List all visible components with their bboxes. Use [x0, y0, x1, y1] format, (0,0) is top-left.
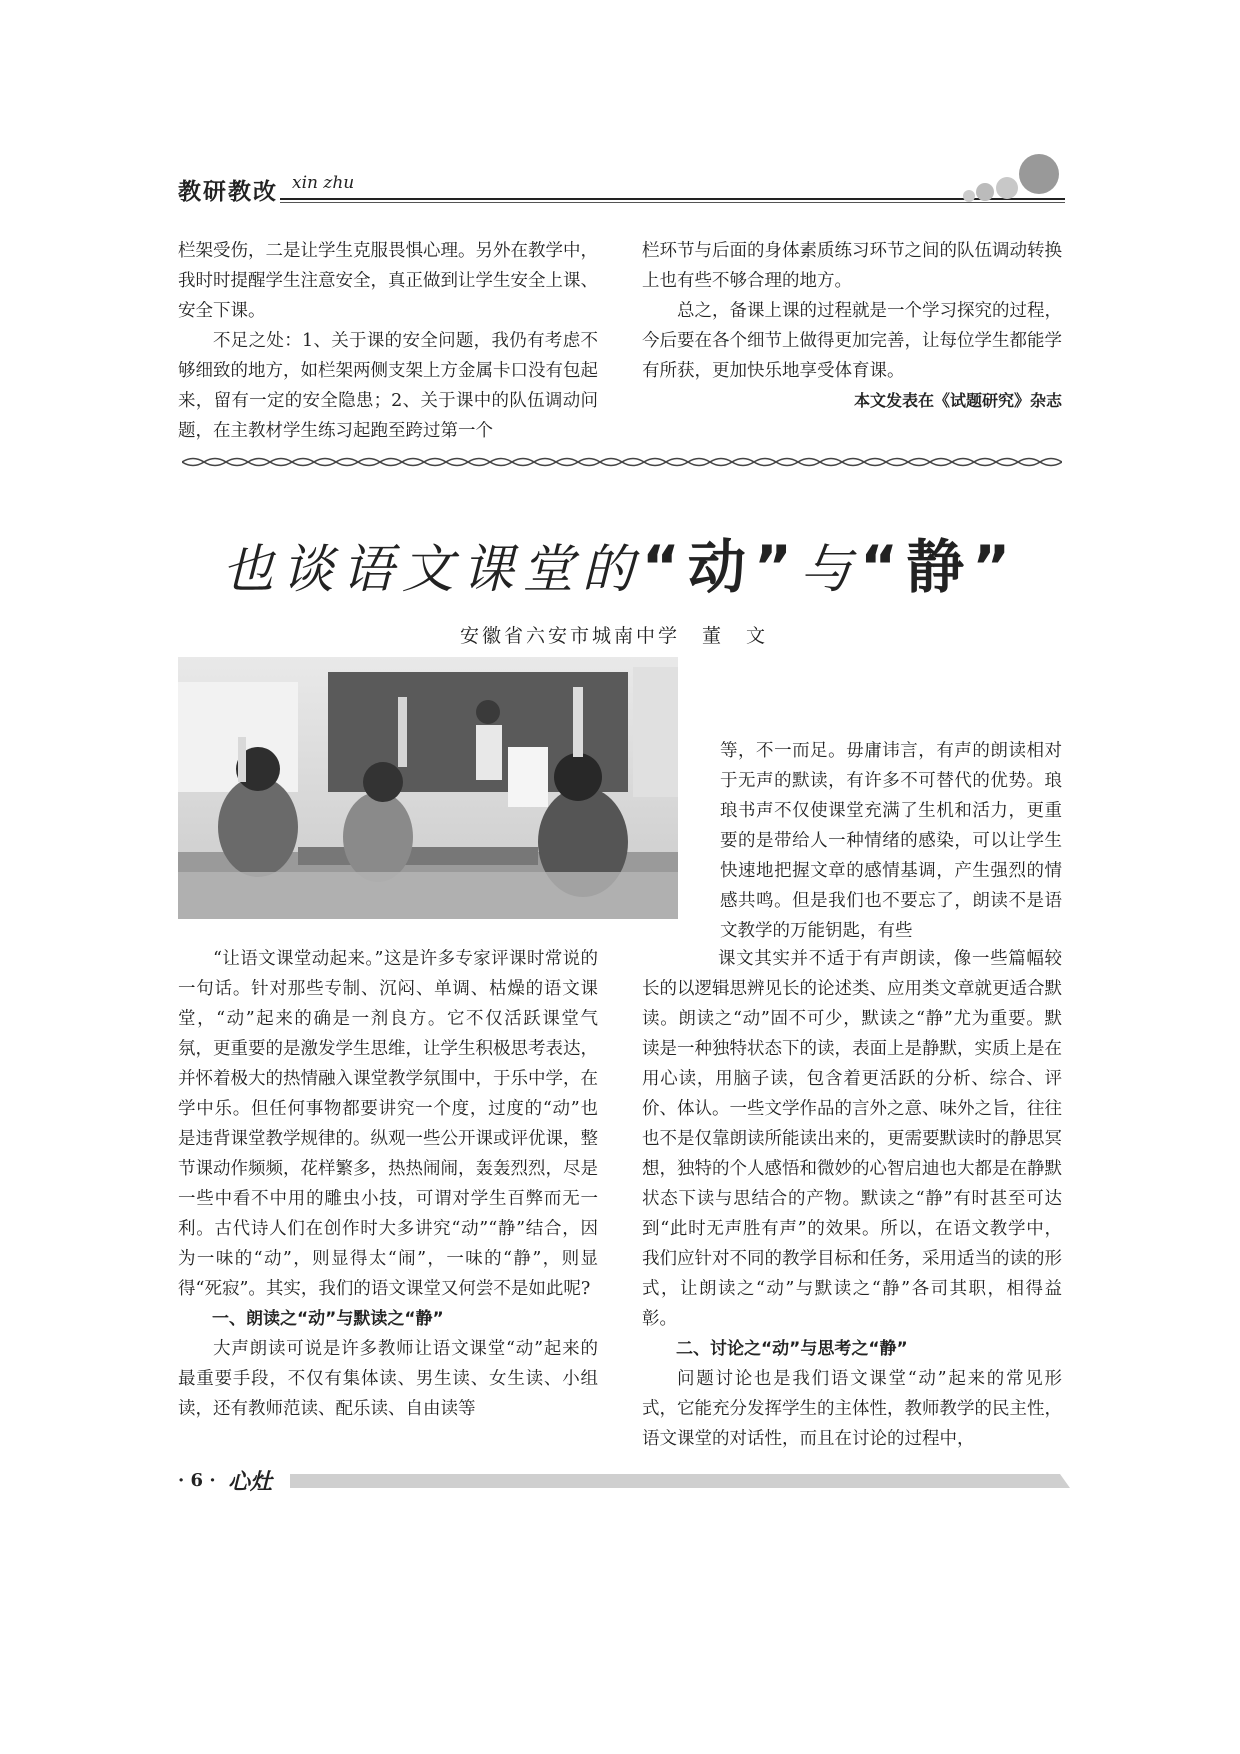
section-pinyin: xin zhu — [292, 173, 355, 193]
title-jing: “静” — [860, 533, 1019, 601]
paragraph: 问题讨论也是我们语文课堂“动”起来的常见形式，它能充分发挥学生的主体性，教师教学的民主性，语文课堂的对话性，而且在讨论的过程中， — [642, 1369, 1062, 1449]
section-title: 教研教改 — [178, 179, 278, 205]
top-left-column — [178, 236, 598, 446]
section-heading-2: 二、讨论之“动”与思考之“静” — [676, 1339, 908, 1359]
right-column-top — [720, 736, 1062, 946]
byline: 安徽省六安市城南中学 董 文 — [460, 625, 769, 647]
paragraph: 总之，备课上课的过程就是一个学习探究的过程，今后要在各个细节上做得更加完善，让每位学生都能学有所获，更加快乐地享受体育课。 — [642, 301, 1062, 381]
section-heading-1: 一、朗读之“动”与默读之“静” — [212, 1309, 444, 1329]
paragraph: 栏环节与后面的身体素质练习环节之间的队伍调动转换上也有些不够合理的地方。 — [642, 241, 1062, 291]
top-right-column — [642, 236, 1062, 416]
wavy-divider — [182, 455, 1062, 469]
magazine-logo: 心灶 — [228, 1469, 273, 1495]
left-column — [178, 944, 598, 1424]
right-column — [642, 944, 1062, 1454]
title-part: 也谈语文课堂的 — [221, 540, 642, 600]
article-title — [0, 520, 1240, 604]
title-dong: “动” — [641, 533, 800, 601]
paragraph: 栏架受伤，二是让学生克服畏惧心理。另外在教学中，我时时提醒学生注意安全，真正做到让学生安全上课、安全下课。 — [178, 241, 598, 321]
footer-bar — [290, 1474, 1070, 1488]
paragraph: 课文其实并不适于有声朗读，像一些篇幅较长的以逻辑思辨见长的论述类、应用类文章就更适合默读。朗读之“动”固不可少，默读之“静”尤为重要。默读是一种独特状态下的读，表面上是静默，实质上是在用心读，用脑子读，包含着更活跃的分析、综合、评价、体认。一些文学作品的言外之意、味外之旨，往往也不是仅靠朗读所能读出来的，更需要默读时的静思冥想，独特的个人感悟和微妙的心智启迪也大都是在静默状态下读与思结合的产物。默读之“静”有时甚至可达到“此时无声胜有声”的效果。所以，在语文教学中，我们应针对不同的教学目标和任务，采用适当的读的形式，让朗读之“动”与默读之“静”各司其职，相得益彰。 — [642, 949, 1062, 1329]
source-note: 本文发表在《试题研究》杂志 — [853, 391, 1062, 410]
header-rule — [280, 198, 1065, 200]
page-number: · 6 · — [178, 1470, 216, 1491]
header-rule-thin — [280, 202, 1065, 203]
paragraph: 等，不一而足。毋庸讳言，有声的朗读相对于无声的默读，有许多不可替代的优势。琅琅书声不仅使课堂充满了生机和活力，更重要的是带给人一种情绪的感染，可以让学生快速地把握文章的感情基调，产生强烈的情感共鸣。但是我们也不要忘了，朗读不是语文教学的万能钥匙，有些 — [720, 741, 1062, 941]
paragraph: “让语文课堂动起来。”这是许多专家评课时常说的一句话。针对那些专制、沉闷、单调、枯燥的语文课堂，“动”起来的确是一剂良方。它不仅活跃课堂气氛，更重要的是激发学生思维，让学生积极思考表达，并怀着极大的热情融入课堂教学氛围中，于乐中学，在学中乐。但任何事物都要讲究一个度，过度的“动”也是违背课堂教学规律的。纵观一些公开课或评优课，整节课动作频频，花样繁多，热热闹闹，轰轰烈烈，尽是一些中看不中用的雕虫小技，可谓对学生百弊而无一利。古代诗人们在创作时大多讲究“动”“静”结合，因为一味的“动”，则显得太“闹”，一味的“静”，则显得“死寂”。其实，我们的语文课堂又何尝不是如此呢? — [178, 949, 598, 1299]
paragraph: 不足之处：1、关于课的安全问题，我仍有考虑不够细致的地方，如栏架两侧支架上方金属卡口没有包起来，留有一定的安全隐患；2、关于课中的队伍调动问题，在主教材学生练习起跑至跨过第一个 — [178, 331, 598, 441]
circles-decoration-icon — [955, 150, 1070, 205]
paragraph: 大声朗读可说是许多教师让语文课堂“动”起来的最重要手段，不仅有集体读、男生读、女生读、小组读，还有教师范读、配乐读、自由读等 — [178, 1339, 598, 1419]
title-part: 与 — [800, 540, 861, 600]
classroom-photo — [178, 657, 678, 919]
